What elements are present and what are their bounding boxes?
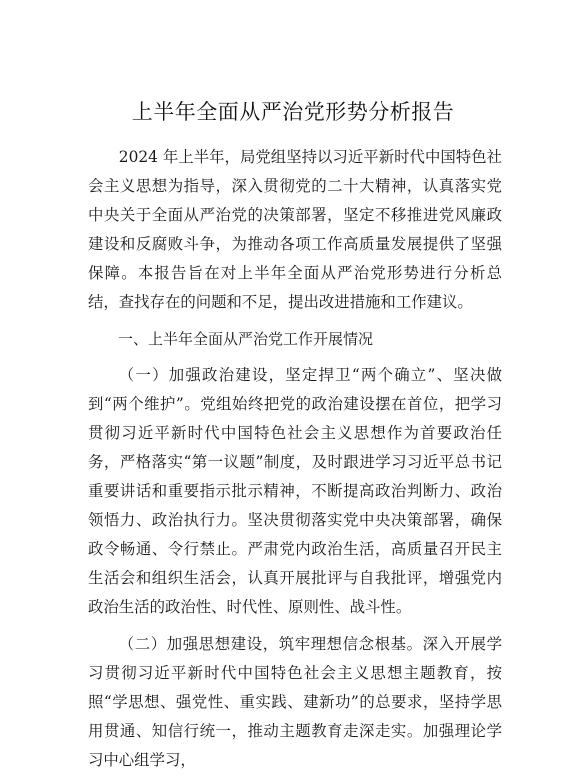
ideological-building-paragraph: （二）加强思想建设，筑牢理想信念根基。深入开展学习贯彻习近平新时代中国特色社会主义思想主题教育，按照“学思想、强党性、重实践、建新功”的总要求，坚持学思用贯通、知信行统一，推动主题教育走深走实。加强理论学习中心组学习， (88, 635, 502, 769)
document-title: 上半年全面从严治党形势分析报告 (131, 100, 455, 124)
intro-paragraph: 2024 年上半年，局党组坚持以习近平新时代中国特色社会主义思想为指导，深入贯彻党的二十大精神，认真落实党中央关于全面从严治党的决策部署，坚定不移推进党风廉政建设和反腐败斗争，为推动各项工作高质量发展提供了坚强保障。本报告旨在对上半年全面从严治党形势进行分析总结，查找存在的问题和不足，提出改进措施和工作建议。 (88, 148, 502, 311)
section-heading: 一、上半年全面从严治党工作开展情况 (118, 330, 374, 348)
document-body (88, 143, 502, 783)
political-building-paragraph: （一）加强政治建设，坚定捍卫“两个确立”、坚决做到“两个维护”。党组始终把党的政治建设摆在首位，把学习贯彻习近平新时代中国特色社会主义思想作为首要政治任务，严格落实“第一议题”制度，及时跟进学习习近平总书记重要讲话和重要指示批示精神，不断提高政治判断力、政治领悟力、政治执行力。坚决贯彻落实党中央决策部署，确保政令畅通、令行禁止。严肃党内政治生活，高质量召开民主生活会和组织生活会，认真开展批评与自我批评，增强党内政治生活的政治性、时代性、原则性、战斗性。 (88, 366, 502, 616)
